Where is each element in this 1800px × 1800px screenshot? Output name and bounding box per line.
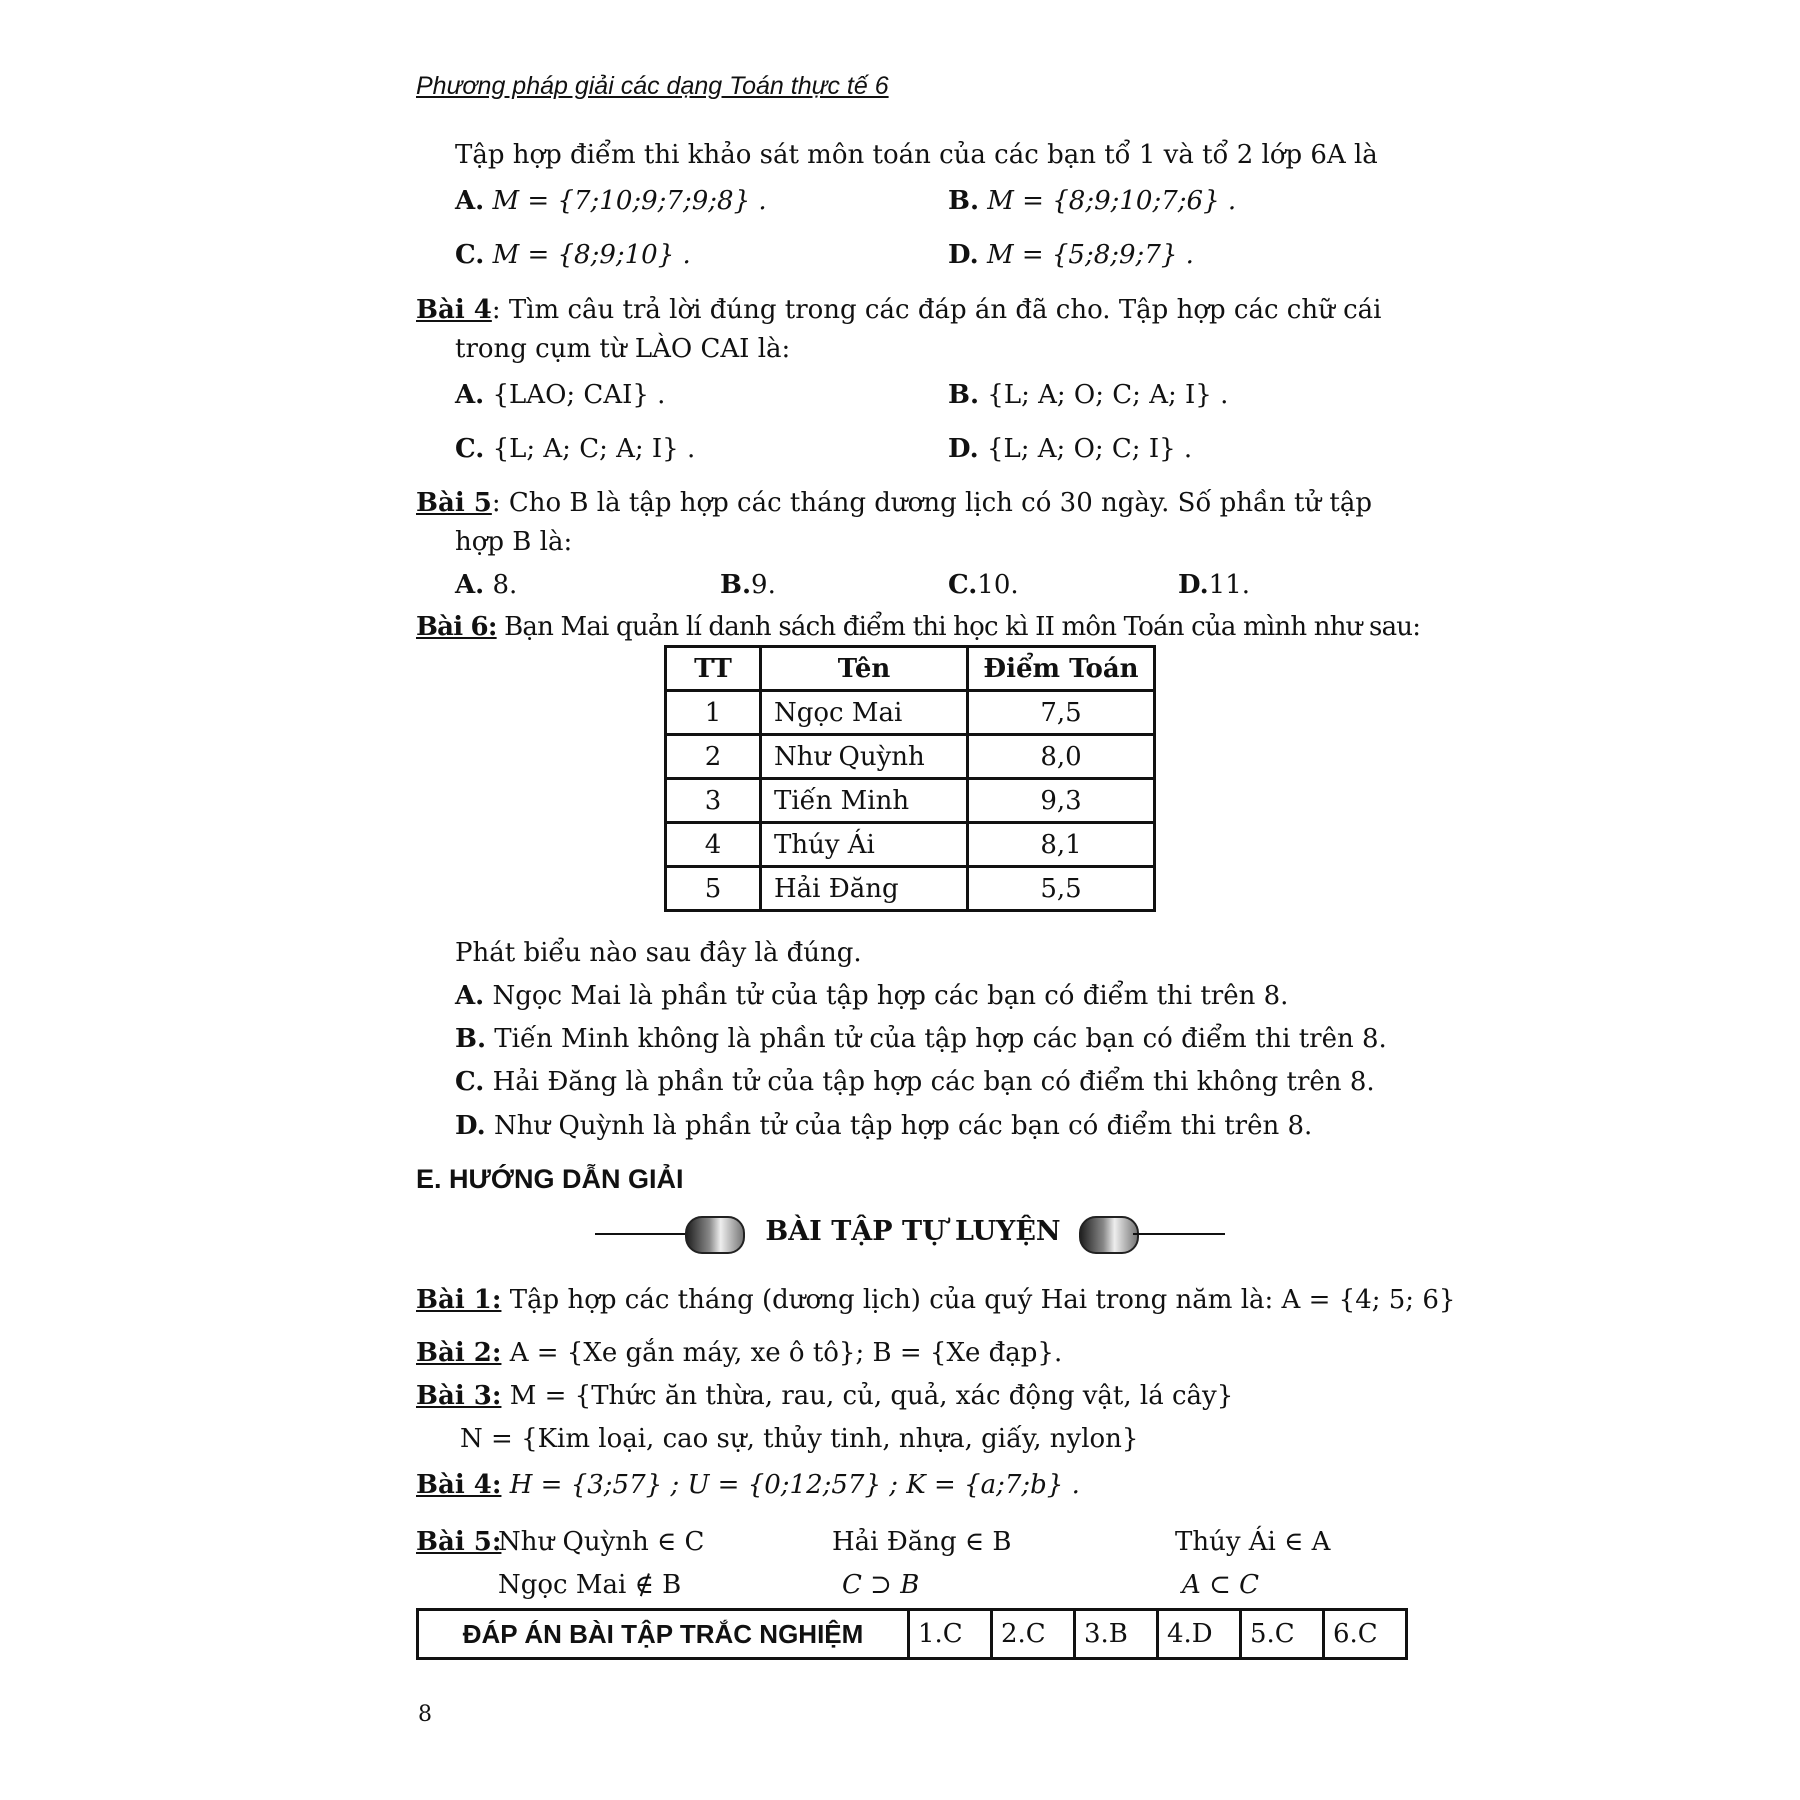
q3-stem: Tập hợp điểm thi khảo sát môn toán của các bạn tổ 1 và tổ 2 lớp 6A là [455,140,1378,170]
answer-key-label: ĐÁP ÁN BÀI TẬP TRẮC NGHIỆM [418,1610,909,1659]
q4-line1: Bài 4: Tìm câu trả lời đúng trong các đáp án đã cho. Tập hợp các chữ cái [416,295,1382,325]
solution-5-item: Hải Đăng ∈ B [832,1527,1012,1557]
solution-5-item: Như Quỳnh ∈ C [498,1527,705,1557]
table-row [666,691,1155,735]
table-cell: Hải Đăng [761,867,968,911]
table-cell: 5,5 [968,867,1155,911]
answer-cell: 5.C [1241,1610,1324,1659]
page-number: 8 [418,1702,432,1727]
section-banner [595,1208,1225,1260]
q6-option-a: A. Ngọc Mai là phần tử của tập hợp các bạn có điểm thi trên 8. [455,981,1289,1011]
column-header: TT [666,647,761,691]
q3-option-b: B. M = {8;9;10;7;6} . [948,186,1237,216]
q5-option-c: C.10. [948,570,1019,600]
solution-2: Bài 2: A = {Xe gắn máy, xe ô tô}; B = {Xe đạp}. [416,1338,1063,1368]
banner-scroll-right [1079,1216,1139,1254]
q5-option-a: A. 8. [455,570,518,600]
q5-line1: Bài 5: Cho B là tập hợp các tháng dương lịch có 30 ngày. Số phần tử tập [416,488,1373,518]
banner-rule-left [595,1233,687,1235]
table-header-row [666,647,1155,691]
table-row [666,735,1155,779]
q5-line2: hợp B là: [455,527,573,557]
answer-key-table [416,1608,1408,1660]
table-cell: 3 [666,779,761,823]
banner-rule-right [1133,1233,1225,1235]
q3-option-c: C. M = {8;9;10} . [455,240,691,270]
column-header: Điểm Toán [968,647,1155,691]
banner-scroll-left [685,1216,745,1254]
solution-1: Bài 1: Tập hợp các tháng (dương lịch) của quý Hai trong năm là: A = {4; 5; 6} [416,1285,1456,1315]
running-header: Phương pháp giải các dạng Toán thực tế 6 [416,72,889,100]
solution-5-item: Thúy Ái ∈ A [1175,1527,1331,1557]
column-header: Tên [761,647,968,691]
table-cell: Ngọc Mai [761,691,968,735]
table-cell: Như Quỳnh [761,735,968,779]
table-row [666,779,1155,823]
q6-option-c: C. Hải Đăng là phần tử của tập hợp các bạn có điểm thi không trên 8. [455,1067,1375,1097]
banner-title: BÀI TẬP TỰ LUYỆN [765,1216,1061,1247]
solution-5-label: Bài 5: [416,1527,502,1557]
table-row [666,823,1155,867]
solution-3-line2: N = {Kim loại, cao sự, thủy tinh, nhựa, giấy, nylon} [460,1424,1139,1454]
answer-cell: 4.D [1158,1610,1241,1659]
q4-option-a: A. {LAO; CAI} . [455,380,666,410]
solution-5-item: A ⊂ C [1182,1570,1259,1600]
answer-cell: 6.C [1324,1610,1407,1659]
q4-option-d: D. {L; A; O; C; I} . [948,434,1193,464]
table-cell: 4 [666,823,761,867]
q3-option-a: A. M = {7;10;9;7;9;8} . [455,186,767,216]
q5-option-d: D.11. [1178,570,1251,600]
solution-4: Bài 4: H = {3;57} ; U = {0;12;57} ; K = {a;7;b} . [416,1470,1080,1500]
q5-option-b: B.9. [720,570,776,600]
answer-cell: 1.C [909,1610,992,1659]
solution-5-item: C ⊃ B [842,1570,920,1600]
table-cell: Tiến Minh [761,779,968,823]
answer-cell: 2.C [992,1610,1075,1659]
q3-option-d: D. M = {5;8;9;7} . [948,240,1194,270]
solution-3: Bài 3: M = {Thức ăn thừa, rau, củ, quả, xác động vật, lá cây} [416,1381,1234,1411]
table-cell: 8,0 [968,735,1155,779]
table-row [418,1610,1407,1659]
q6-option-b: B. Tiến Minh không là phần tử của tập hợp các bạn có điểm thi trên 8. [455,1024,1387,1054]
q4-option-b: B. {L; A; O; C; A; I} . [948,380,1229,410]
q6-stem: Bài 6: Bạn Mai quản lí danh sách điểm thi học kì II môn Toán của mình như sau: [416,612,1421,642]
table-cell: Thúy Ái [761,823,968,867]
q6-option-d: D. Như Quỳnh là phần tử của tập hợp các bạn có điểm thi trên 8. [455,1111,1313,1141]
table-cell: 1 [666,691,761,735]
table-cell: 9,3 [968,779,1155,823]
table-cell: 7,5 [968,691,1155,735]
score-table [664,645,1156,912]
answer-cell: 3.B [1075,1610,1158,1659]
section-heading: E. HƯỚNG DẪN GIẢI [416,1164,684,1194]
table-cell: 5 [666,867,761,911]
solution-5-item: Ngọc Mai ∉ B [498,1570,682,1600]
q4-line2: trong cụm từ LÀO CAI là: [455,334,791,364]
table-cell: 2 [666,735,761,779]
q6-prompt: Phát biểu nào sau đây là đúng. [455,938,862,968]
q4-option-c: C. {L; A; C; A; I} . [455,434,696,464]
table-cell: 8,1 [968,823,1155,867]
table-row [666,867,1155,911]
